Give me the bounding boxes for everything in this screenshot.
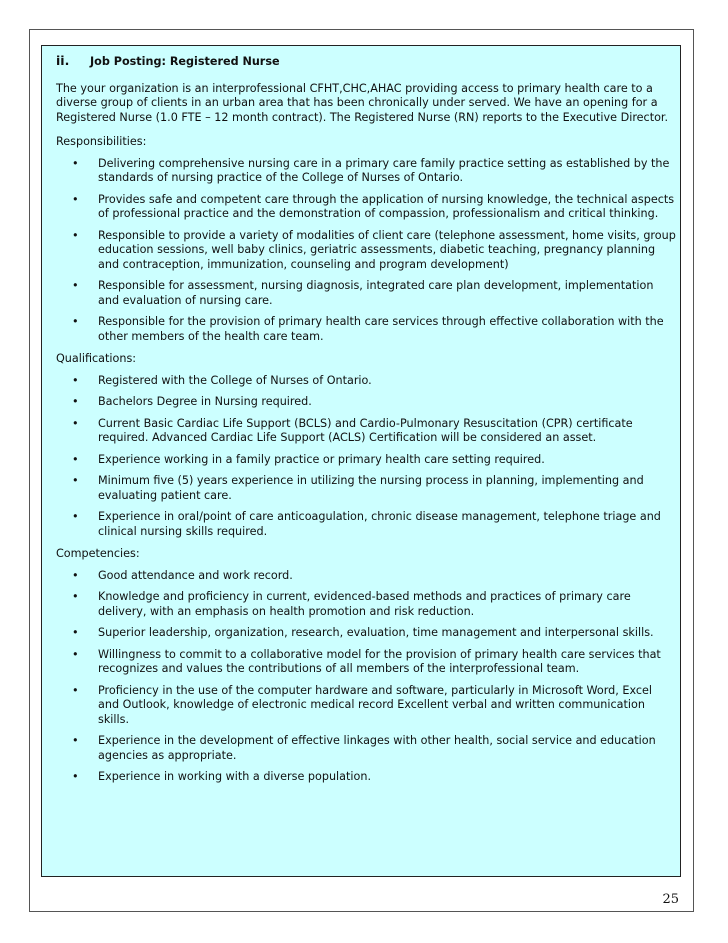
responsibilities-list [56,157,676,345]
competencies-list [56,569,676,785]
list-item [56,734,676,763]
page-frame [29,29,694,912]
list-item [56,684,676,728]
list-item-text: Experience in working with a diverse population. [98,770,372,783]
bullet-icon: • [72,474,79,487]
list-item-text: Responsible for assessment, nursing diagnosis, integrated care plan development, implementation and evaluation of nursing care. [98,279,654,307]
list-item [56,626,676,641]
responsibilities-label: Responsibilities: [56,135,147,148]
bullet-icon: • [72,192,79,206]
bullet-icon: • [72,568,79,582]
bullet-icon: • [72,315,79,328]
list-item-text: Responsible for the provision of primary health care services through effective collaboration with the other members of the health care team. [98,315,664,343]
section-numeral: ii. [56,53,70,68]
list-item-text: Good attendance and work record. [98,568,293,582]
competencies-label: Competencies: [56,547,140,560]
list-item-text: Current Basic Cardiac Life Support (BCLS) and Cardio-Pulmonary Resuscitation (CPR) certificate required. Advanced Cardiac Life Support (ACLS) Certification will be considered an asset. [98,416,633,444]
list-item-text: Willingness to commit to a collaborative model for the provision of primary health care services that recognizes and values the contributions of all members of the interprofessional team. [98,647,661,675]
bullet-icon: • [72,452,79,466]
page-number: 25 [662,892,679,907]
bullet-icon: • [72,156,79,170]
bullet-icon: • [72,395,79,408]
list-item-text: Delivering comprehensive nursing care in a primary care family practice setting as established by the standards of nursing practice of the College of Nurses of Ontario. [98,156,670,184]
list-item [56,417,676,446]
list-item [56,193,676,222]
list-item-text: Registered with the College of Nurses of Ontario. [98,373,372,387]
list-item-text: Knowledge and proficiency in current, evidenced-based methods and practices of primary care delivery, with an emphasis on health promotion and risk reduction. [98,590,631,618]
list-item [56,569,676,584]
list-item-text: Superior leadership, organization, research, evaluation, time management and interpersonal skills. [98,626,654,639]
intro-paragraph: The your organization is an interprofessional CFHT,CHC,AHAC providing access to primary health care to a diverse group of clients in an urban area that has been chronically under served. We have an opening for a Registered Nurse (1.0 FTE – 12 month contract). The Registered Nurse (RN) reports to the Executive Director. [56,81,669,124]
list-item [56,770,676,785]
list-item-text: Minimum five (5) years experience in utilizing the nursing process in planning, implementing and evaluating patient care. [98,474,644,502]
list-item-text: Experience working in a family practice or primary health care setting required. [98,452,545,466]
bullet-icon: • [72,279,79,292]
posting-heading [56,54,676,70]
list-item [56,395,676,410]
list-item [56,374,676,389]
list-item-text: Provides safe and competent care through the application of nursing knowledge, the technical aspects of professional practice and the demonstration of compassion, professionalism and critical thinking. [98,192,675,220]
bullet-icon: • [72,510,79,523]
bullet-icon: • [72,770,79,783]
bullet-icon: • [72,228,79,242]
bullet-icon: • [72,734,79,747]
list-item [56,510,676,539]
bullet-icon: • [72,590,79,603]
bullet-icon: • [72,683,79,697]
job-posting-box [41,45,681,877]
bullet-icon: • [72,373,79,387]
bullet-icon: • [72,626,79,639]
posting-title: Job Posting: Registered Nurse [90,55,280,68]
list-item [56,590,676,619]
qualifications-list [56,374,676,540]
list-item [56,648,676,677]
list-item [56,453,676,468]
list-item [56,474,676,503]
list-item-text: Experience in oral/point of care anticoagulation, chronic disease management, telephone triage and clinical nursing skills required. [98,510,661,538]
list-item-text: Responsible to provide a variety of modalities of client care (telephone assessment, home visits, group education sessions, well baby clinics, geriatric assessments, diabetic teaching, pregnancy planning and contraception, immunization, counseling and program development) [98,228,676,271]
list-item [56,157,676,186]
list-item [56,279,676,308]
list-item-text: Bachelors Degree in Nursing required. [98,395,312,408]
list-item-text: Experience in the development of effective linkages with other health, social service and education agencies as appropriate. [98,734,656,762]
list-item [56,315,676,344]
bullet-icon: • [72,416,79,430]
list-item [56,229,676,273]
bullet-icon: • [72,647,79,661]
list-item-text: Proficiency in the use of the computer hardware and software, particularly in Microsoft Word, Excel and Outlook, knowledge of electronic medical record Excellent verbal and written communication skills. [98,683,653,726]
qualifications-label: Qualifications: [56,352,137,365]
